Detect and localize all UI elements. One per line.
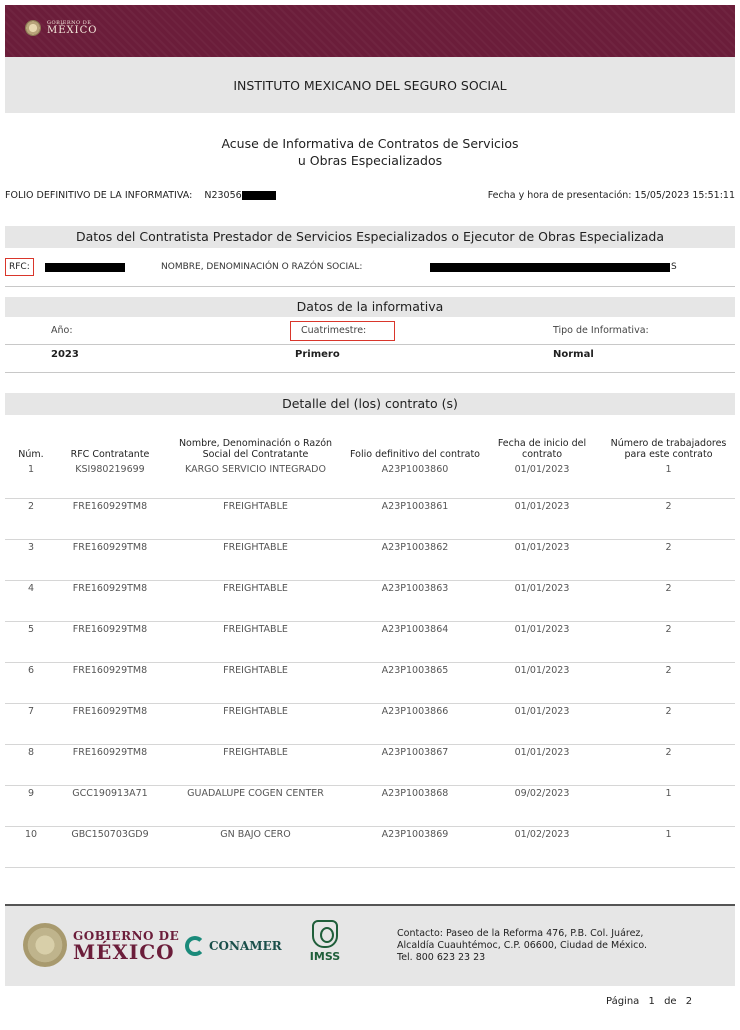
fecha-label: Fecha y hora de presentación: (487, 190, 632, 201)
cell-nombre: FREIGHTABLE (163, 498, 348, 539)
doc-title-line2: u Obras Especializados (297, 153, 443, 168)
page-current: 1 (648, 996, 655, 1007)
tipo-label: Tipo de Informativa: (553, 325, 649, 336)
tipo-value: Normal (553, 349, 594, 360)
cell-trabajadores: 2 (602, 498, 735, 539)
cell-rfc: FRE160929TM8 (57, 539, 163, 580)
cell-num: 10 (5, 826, 57, 867)
document-title (0, 135, 740, 169)
cell-fecha: 01/01/2023 (482, 703, 602, 744)
page-total: 2 (685, 996, 693, 1007)
pagination (606, 996, 692, 1007)
fecha-block (488, 190, 735, 201)
cell-rfc: FRE160929TM8 (57, 498, 163, 539)
anio-value: 2023 (51, 349, 79, 360)
cell-trabajadores: 2 (602, 744, 735, 785)
national-seal-icon (23, 923, 67, 967)
table-row (5, 744, 735, 785)
table-row (5, 580, 735, 621)
imss-logo (305, 920, 345, 972)
cell-trabajadores: 1 (602, 785, 735, 826)
col-header-fecha: Fecha de inicio del contrato (497, 438, 587, 460)
cell-folio: A23P1003866 (348, 703, 482, 744)
cell-num: 2 (5, 498, 57, 539)
contratista-row (5, 258, 735, 278)
cuatrimestre-label: Cuatrimestre: (290, 321, 395, 341)
table-row (5, 785, 735, 826)
footer-gob-l1: GOBIERNO DE (73, 929, 180, 943)
cell-nombre: FREIGHTABLE (163, 662, 348, 703)
cell-rfc: GCC190913A71 (57, 785, 163, 826)
cell-fecha: 01/01/2023 (482, 462, 602, 498)
gob-small-text: GOBIERNO DE (47, 19, 92, 26)
cell-num: 9 (5, 785, 57, 826)
folio-block (5, 190, 276, 201)
cell-fecha: 01/01/2023 (482, 662, 602, 703)
cell-trabajadores: 2 (602, 539, 735, 580)
divider (5, 286, 735, 287)
cell-rfc: FRE160929TM8 (57, 703, 163, 744)
footer-gob-l2: MÉXICO (73, 940, 175, 964)
conamer-text: CONAMER (209, 939, 282, 953)
table-row (5, 462, 735, 498)
nombre-label: NOMBRE, DENOMINACIÓN O RAZÓN SOCIAL: (161, 262, 363, 272)
doc-title-line1: Acuse de Informativa de Contratos de Servicios (221, 136, 519, 151)
table-row (5, 662, 735, 703)
footer (5, 904, 735, 986)
cell-nombre: FREIGHTABLE (163, 539, 348, 580)
rfc-label: RFC: (5, 258, 34, 276)
cell-trabajadores: 2 (602, 703, 735, 744)
cell-num: 6 (5, 662, 57, 703)
redaction-bar (242, 191, 276, 200)
cell-num: 5 (5, 621, 57, 662)
cell-num: 1 (5, 462, 57, 498)
institute-name: INSTITUTO MEXICANO DEL SEGURO SOCIAL (233, 77, 507, 93)
cell-fecha: 01/01/2023 (482, 621, 602, 662)
table-row (5, 539, 735, 580)
cell-nombre: KARGO SERVICIO INTEGRADO (163, 462, 348, 498)
table-row (5, 703, 735, 744)
contact-info (397, 928, 727, 964)
gob-big-text: MÉXICO (47, 24, 98, 36)
cell-trabajadores: 2 (602, 662, 735, 703)
cell-fecha: 01/01/2023 (482, 498, 602, 539)
cell-folio: A23P1003865 (348, 662, 482, 703)
cell-fecha: 01/02/2023 (482, 826, 602, 867)
contact-line2: Alcaldía Cuauhtémoc, C.P. 06600, Ciudad de México. (397, 940, 648, 951)
cell-num: 3 (5, 539, 57, 580)
cell-nombre: GN BAJO CERO (163, 826, 348, 867)
cell-num: 4 (5, 580, 57, 621)
cell-folio: A23P1003864 (348, 621, 482, 662)
imss-text: IMSS (309, 950, 341, 963)
gobierno-mexico-logo (73, 930, 179, 962)
cell-trabajadores: 1 (602, 462, 735, 498)
informativa-heading: Datos de la informativa (5, 297, 735, 317)
cell-nombre: FREIGHTABLE (163, 703, 348, 744)
table-header-row (5, 418, 735, 462)
col-header-trabajadores: Número de trabajadores para este contrato (610, 438, 727, 460)
cell-fecha: 01/01/2023 (482, 580, 602, 621)
col-header-folio: Folio definitivo del contrato (350, 449, 480, 460)
top-header-bar (5, 5, 735, 57)
cell-nombre: FREIGHTABLE (163, 744, 348, 785)
table-row (5, 498, 735, 539)
cell-nombre: GUADALUPE COGEN CENTER (163, 785, 348, 826)
col-header-nombre: Nombre, Denominación o Razón Social del Contratante (178, 438, 333, 460)
cell-trabajadores: 2 (602, 621, 735, 662)
nombre-suffix: S (671, 262, 677, 272)
contratista-heading: Datos del Contratista Prestador de Servicios Especializados o Ejecutor de Obras Especializada (5, 226, 735, 248)
cell-folio: A23P1003862 (348, 539, 482, 580)
cell-rfc: FRE160929TM8 (57, 580, 163, 621)
folio-row (5, 190, 735, 201)
informativa-labels (5, 321, 735, 343)
conamer-icon (185, 936, 205, 956)
cell-rfc: GBC150703GD9 (57, 826, 163, 867)
cell-trabajadores: 2 (602, 580, 735, 621)
contact-line1: Contacto: Paseo de la Reforma 476, P.B. Col. Juárez, (397, 928, 644, 939)
cell-folio: A23P1003869 (348, 826, 482, 867)
folio-value: N23056 (204, 190, 242, 201)
cell-rfc: FRE160929TM8 (57, 744, 163, 785)
detalle-heading: Detalle del (los) contrato (s) (5, 393, 735, 415)
cell-rfc: KSI980219699 (57, 462, 163, 498)
cell-rfc: FRE160929TM8 (57, 621, 163, 662)
conamer-logo (185, 936, 282, 956)
cell-fecha: 01/01/2023 (482, 744, 602, 785)
col-header-rfc: RFC Contratante (70, 449, 150, 460)
contracts-table (5, 418, 735, 868)
page-label: Página (606, 996, 640, 1007)
table-row (5, 826, 735, 867)
col-header-num: Núm. (18, 449, 44, 460)
table-row (5, 621, 735, 662)
cell-fecha: 09/02/2023 (482, 785, 602, 826)
cell-folio: A23P1003863 (348, 580, 482, 621)
cell-num: 7 (5, 703, 57, 744)
cell-nombre: FREIGHTABLE (163, 621, 348, 662)
nombre-redaction (430, 263, 670, 272)
cell-num: 8 (5, 744, 57, 785)
informativa-values (5, 349, 735, 367)
cell-folio: A23P1003867 (348, 744, 482, 785)
gobierno-logo (25, 20, 97, 36)
cell-nombre: FREIGHTABLE (163, 580, 348, 621)
cell-fecha: 01/01/2023 (482, 539, 602, 580)
cell-rfc: FRE160929TM8 (57, 662, 163, 703)
cell-folio: A23P1003861 (348, 498, 482, 539)
anio-label: Año: (51, 325, 73, 336)
page-of: de (664, 996, 677, 1007)
contact-line3: Tel. 800 623 23 23 (397, 952, 486, 963)
divider (5, 344, 735, 345)
imss-shield-icon (312, 920, 338, 948)
cell-folio: A23P1003860 (348, 462, 482, 498)
cell-folio: A23P1003868 (348, 785, 482, 826)
institute-banner (5, 57, 735, 113)
divider (5, 372, 735, 373)
seal-icon (25, 20, 41, 36)
rfc-redaction (45, 263, 125, 272)
fecha-value: 15/05/2023 15:51:11 (634, 190, 735, 201)
cuatrimestre-value: Primero (295, 349, 340, 360)
folio-label: FOLIO DEFINITIVO DE LA INFORMATIVA: (5, 190, 193, 201)
cell-trabajadores: 1 (602, 826, 735, 867)
